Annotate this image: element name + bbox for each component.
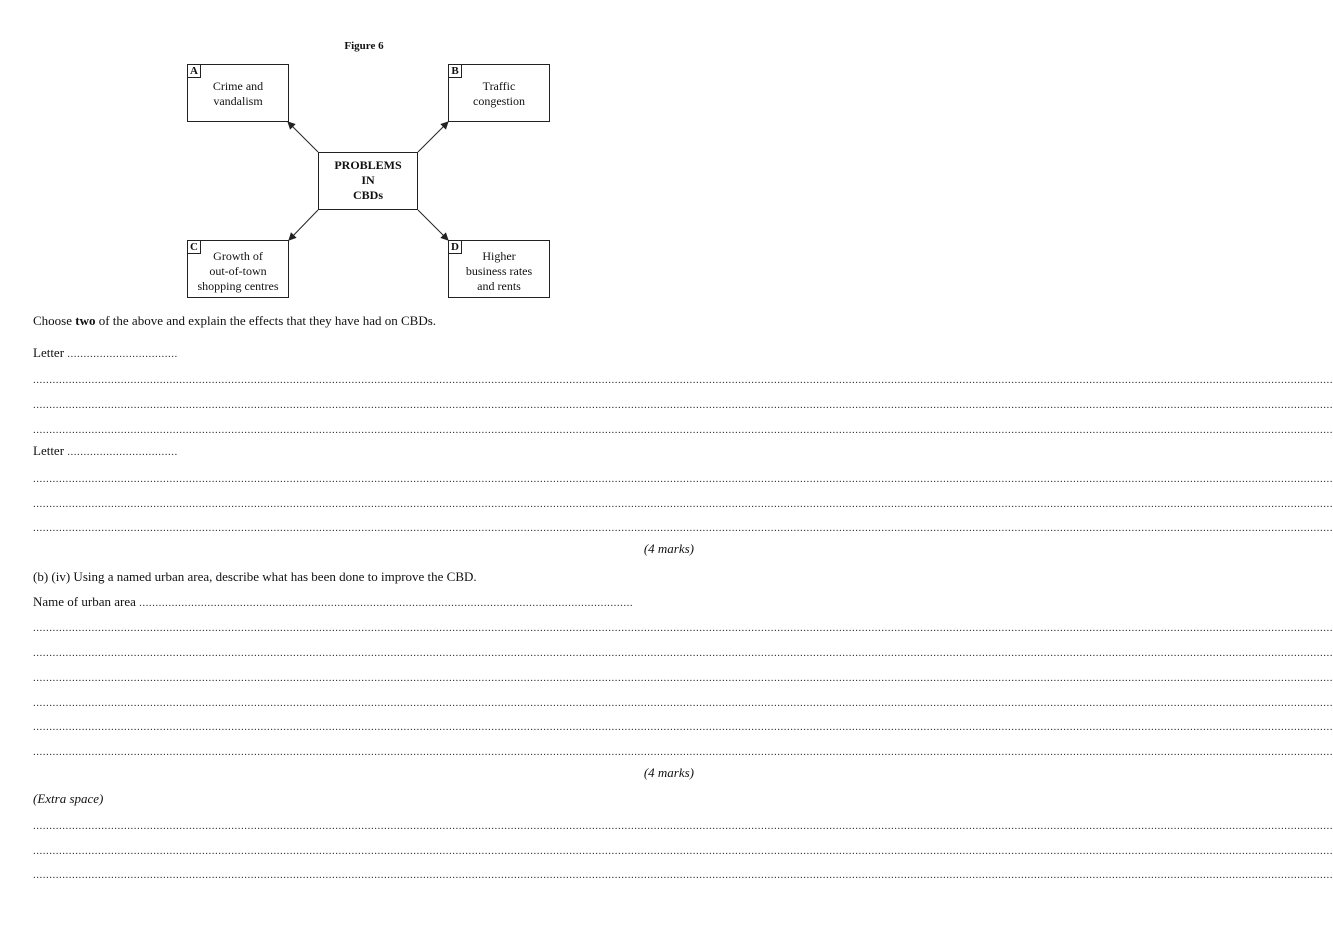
- box-a-line-1: Crime and: [212, 79, 264, 93]
- letter-dots: ..................................: [67, 446, 178, 458]
- figure-title: Figure 6: [344, 40, 384, 52]
- urban-area-label: Name of urban area: [33, 594, 136, 609]
- center-line-1: PROBLEMS: [334, 158, 402, 172]
- box-b-letter: B: [448, 64, 462, 78]
- prompt-bold: two: [75, 313, 96, 328]
- answer-line[interactable]: ................................................................................................................................................................................................................................................................................................................................................................................................................: [33, 820, 1333, 832]
- arrow-to-a: [288, 122, 318, 152]
- box-a-line-2: vandalism: [213, 94, 263, 108]
- arrow-to-c: [289, 210, 318, 240]
- box-c-line-1: Growth of: [213, 249, 263, 263]
- extra-space-label: (Extra space): [33, 791, 104, 806]
- answer-line[interactable]: ................................................................................................................................................................................................................................................................................................................................................................................................................: [33, 473, 1333, 485]
- marks-label: (4 marks): [643, 541, 694, 556]
- arrow-to-b: [418, 122, 448, 152]
- box-d-line-3: and rents: [477, 279, 521, 293]
- answer-line[interactable]: ................................................................................................................................................................................................................................................................................................................................................................................................................: [33, 622, 1333, 634]
- arrow-to-d: [418, 210, 448, 240]
- answer-line[interactable]: ................................................................................................................................................................................................................................................................................................................................................................................................................: [33, 869, 1333, 881]
- center-box: [318, 152, 418, 210]
- marks-label: (4 marks): [643, 765, 694, 780]
- center-line-3: CBDs: [352, 188, 383, 202]
- answer-line[interactable]: ................................................................................................................................................................................................................................................................................................................................................................................................................: [33, 399, 1333, 411]
- answer-line[interactable]: ................................................................................................................................................................................................................................................................................................................................................................................................................: [33, 374, 1333, 386]
- box-a: [187, 64, 289, 122]
- question-b-prompt: (b) (iv) Using a named urban area, describe what has been done to improve the CBD.: [33, 569, 477, 584]
- box-c-line-3: shopping centres: [197, 279, 279, 293]
- answer-line[interactable]: ................................................................................................................................................................................................................................................................................................................................................................................................................: [33, 721, 1333, 733]
- answer-line[interactable]: ................................................................................................................................................................................................................................................................................................................................................................................................................: [33, 522, 1333, 534]
- box-b: [448, 64, 550, 122]
- urban-area-dots: ........................................................................................................................................................: [139, 597, 634, 609]
- box-d-line-1: Higher: [482, 249, 516, 263]
- question-a-prompt: [33, 313, 436, 329]
- letter-dots: ..................................: [67, 348, 178, 360]
- letter-label: Letter: [33, 443, 65, 458]
- prompt-pre: Choose: [33, 313, 76, 328]
- answer-line[interactable]: ................................................................................................................................................................................................................................................................................................................................................................................................................: [33, 498, 1333, 510]
- center-line-2: IN: [361, 173, 375, 187]
- box-c: [187, 240, 289, 298]
- box-c-letter: C: [187, 240, 201, 254]
- letter-field-2[interactable]: [33, 443, 178, 459]
- answer-line[interactable]: ................................................................................................................................................................................................................................................................................................................................................................................................................: [33, 746, 1333, 758]
- prompt-post: of the above and explain the effects that they have had on CBDs.: [95, 313, 437, 328]
- answer-line[interactable]: ................................................................................................................................................................................................................................................................................................................................................................................................................: [33, 845, 1333, 857]
- letter-label: Letter: [33, 345, 65, 360]
- box-d-letter: D: [448, 240, 462, 254]
- answer-line[interactable]: ................................................................................................................................................................................................................................................................................................................................................................................................................: [33, 424, 1333, 436]
- letter-field-1[interactable]: [33, 345, 178, 361]
- answer-line[interactable]: ................................................................................................................................................................................................................................................................................................................................................................................................................: [33, 647, 1333, 659]
- box-c-line-2: out-of-town: [209, 264, 267, 278]
- box-a-letter: A: [187, 64, 201, 78]
- box-b-line-2: congestion: [473, 94, 525, 108]
- box-d: [448, 240, 550, 298]
- answer-line[interactable]: ................................................................................................................................................................................................................................................................................................................................................................................................................: [33, 697, 1333, 709]
- answer-line[interactable]: ................................................................................................................................................................................................................................................................................................................................................................................................................: [33, 672, 1333, 684]
- box-b-line-1: Traffic: [482, 79, 516, 93]
- urban-area-field[interactable]: [33, 594, 634, 610]
- box-d-line-2: business rates: [465, 264, 533, 278]
